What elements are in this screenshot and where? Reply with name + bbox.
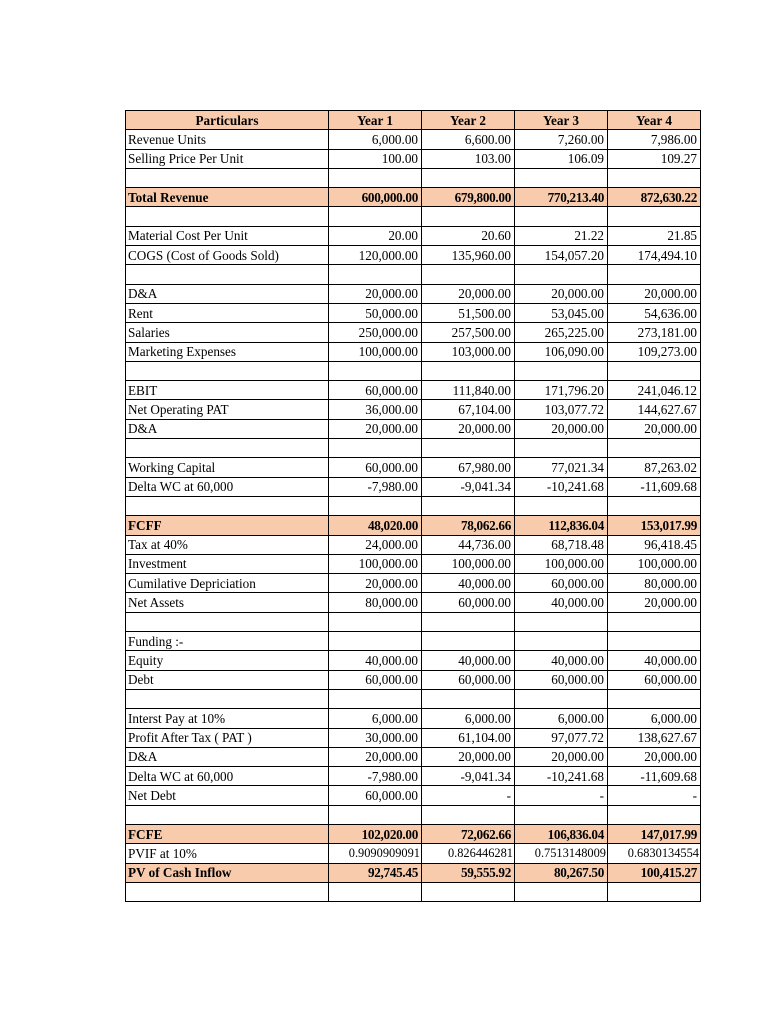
header-year-4: Year 4	[608, 111, 701, 130]
cell-year-3: 106,836.04	[515, 824, 608, 843]
cell-year-2	[422, 361, 515, 380]
cell-year-2: 61,104.00	[422, 728, 515, 747]
row-label	[126, 805, 329, 824]
cell-year-3: 103,077.72	[515, 400, 608, 419]
row-label: Net Assets	[126, 593, 329, 612]
cell-year-2: 6,600.00	[422, 130, 515, 149]
cell-year-3: 106.09	[515, 149, 608, 168]
cell-year-4	[608, 612, 701, 631]
table-row	[126, 207, 701, 226]
cell-year-2: 100,000.00	[422, 554, 515, 573]
cell-year-4: 20,000.00	[608, 747, 701, 766]
table-row	[126, 400, 701, 419]
cell-year-4	[608, 496, 701, 515]
cell-year-3: 77,021.34	[515, 458, 608, 477]
cell-year-4: 109.27	[608, 149, 701, 168]
cell-year-1	[329, 689, 422, 708]
cell-year-3: 40,000.00	[515, 651, 608, 670]
cell-year-4: 80,000.00	[608, 574, 701, 593]
row-label: Working Capital	[126, 458, 329, 477]
row-label: Funding :-	[126, 632, 329, 651]
cell-year-1: 6,000.00	[329, 709, 422, 728]
table-row	[126, 612, 701, 631]
cell-year-4: 241,046.12	[608, 381, 701, 400]
cell-year-4: 872,630.22	[608, 188, 701, 207]
cell-year-4	[608, 632, 701, 651]
cell-year-1	[329, 496, 422, 515]
cell-year-2: 0.826446281	[422, 844, 515, 863]
row-label	[126, 689, 329, 708]
table-row	[126, 632, 701, 651]
cell-year-1: 60,000.00	[329, 458, 422, 477]
cell-year-3: 106,090.00	[515, 342, 608, 361]
cell-year-2	[422, 168, 515, 187]
cell-year-2: 67,980.00	[422, 458, 515, 477]
financial-table	[125, 110, 701, 902]
cell-year-1: 100,000.00	[329, 342, 422, 361]
cell-year-2: 78,062.66	[422, 516, 515, 535]
cell-year-4: 6,000.00	[608, 709, 701, 728]
cell-year-3: 53,045.00	[515, 303, 608, 322]
cell-year-1: 30,000.00	[329, 728, 422, 747]
row-label	[126, 265, 329, 284]
cell-year-1	[329, 361, 422, 380]
row-label: Rent	[126, 303, 329, 322]
cell-year-2: 44,736.00	[422, 535, 515, 554]
table-header-row	[126, 111, 701, 130]
row-label	[126, 361, 329, 380]
cell-year-1: 250,000.00	[329, 323, 422, 342]
cell-year-3: 6,000.00	[515, 709, 608, 728]
table-row	[126, 786, 701, 805]
cell-year-4	[608, 805, 701, 824]
table-row	[126, 458, 701, 477]
header-year-2: Year 2	[422, 111, 515, 130]
header-year-3: Year 3	[515, 111, 608, 130]
cell-year-2: 679,800.00	[422, 188, 515, 207]
cell-year-1: 20,000.00	[329, 747, 422, 766]
cell-year-1: 92,745.45	[329, 863, 422, 882]
cell-year-4	[608, 168, 701, 187]
table-row	[126, 824, 701, 843]
cell-year-4	[608, 689, 701, 708]
table-row	[126, 882, 701, 901]
cell-year-2: 6,000.00	[422, 709, 515, 728]
cell-year-2	[422, 632, 515, 651]
cell-year-3: 60,000.00	[515, 670, 608, 689]
cell-year-3	[515, 612, 608, 631]
cell-year-2	[422, 612, 515, 631]
cell-year-1: -7,980.00	[329, 477, 422, 496]
cell-year-4: 96,418.45	[608, 535, 701, 554]
cell-year-4: 7,986.00	[608, 130, 701, 149]
cell-year-1: 80,000.00	[329, 593, 422, 612]
table-row	[126, 439, 701, 458]
cell-year-4: 138,627.67	[608, 728, 701, 747]
row-label	[126, 439, 329, 458]
table-row	[126, 226, 701, 245]
cell-year-3: -10,241.68	[515, 767, 608, 786]
cell-year-4: 273,181.00	[608, 323, 701, 342]
table-row	[126, 767, 701, 786]
cell-year-2: 20,000.00	[422, 747, 515, 766]
cell-year-1: 60,000.00	[329, 670, 422, 689]
row-label: Interst Pay at 10%	[126, 709, 329, 728]
cell-year-3: 265,225.00	[515, 323, 608, 342]
cell-year-4	[608, 207, 701, 226]
cell-year-3	[515, 439, 608, 458]
cell-year-4: 60,000.00	[608, 670, 701, 689]
cell-year-3: 100,000.00	[515, 554, 608, 573]
row-label: Cumilative Depriciation	[126, 574, 329, 593]
table-row	[126, 670, 701, 689]
cell-year-2: 111,840.00	[422, 381, 515, 400]
row-label: Salaries	[126, 323, 329, 342]
cell-year-3: 21.22	[515, 226, 608, 245]
cell-year-3: 60,000.00	[515, 574, 608, 593]
cell-year-3	[515, 805, 608, 824]
cell-year-1	[329, 439, 422, 458]
cell-year-4: 40,000.00	[608, 651, 701, 670]
row-label: Revenue Units	[126, 130, 329, 149]
cell-year-3	[515, 361, 608, 380]
table-row	[126, 496, 701, 515]
cell-year-4	[608, 439, 701, 458]
table-row	[126, 689, 701, 708]
cell-year-2: 20.60	[422, 226, 515, 245]
row-label: COGS (Cost of Goods Sold)	[126, 246, 329, 265]
cell-year-1: 102,020.00	[329, 824, 422, 843]
cell-year-4: 147,017.99	[608, 824, 701, 843]
header-particulars: Particulars	[126, 111, 329, 130]
cell-year-1	[329, 168, 422, 187]
cell-year-3: 97,077.72	[515, 728, 608, 747]
cell-year-1	[329, 632, 422, 651]
cell-year-3: 80,267.50	[515, 863, 608, 882]
cell-year-2: 72,062.66	[422, 824, 515, 843]
table-row	[126, 284, 701, 303]
cell-year-2: 103.00	[422, 149, 515, 168]
cell-year-2	[422, 207, 515, 226]
cell-year-2: 20,000.00	[422, 419, 515, 438]
cell-year-3	[515, 207, 608, 226]
cell-year-2: 59,555.92	[422, 863, 515, 882]
cell-year-1	[329, 612, 422, 631]
row-label: Marketing Expenses	[126, 342, 329, 361]
table-body	[126, 130, 701, 902]
cell-year-2: 67,104.00	[422, 400, 515, 419]
row-label: PV of Cash Inflow	[126, 863, 329, 882]
table-row	[126, 188, 701, 207]
cell-year-4: -11,609.68	[608, 767, 701, 786]
row-label: D&A	[126, 747, 329, 766]
table-row	[126, 593, 701, 612]
table-row	[126, 709, 701, 728]
table-row	[126, 168, 701, 187]
cell-year-3	[515, 265, 608, 284]
cell-year-3	[515, 632, 608, 651]
table-row	[126, 728, 701, 747]
cell-year-3	[515, 689, 608, 708]
cell-year-3	[515, 168, 608, 187]
table-row	[126, 323, 701, 342]
cell-year-3: 20,000.00	[515, 747, 608, 766]
cell-year-2	[422, 805, 515, 824]
cell-year-1	[329, 882, 422, 901]
cell-year-2: 40,000.00	[422, 651, 515, 670]
row-label: Selling Price Per Unit	[126, 149, 329, 168]
cell-year-3: 40,000.00	[515, 593, 608, 612]
cell-year-1: 24,000.00	[329, 535, 422, 554]
cell-year-1: 100,000.00	[329, 554, 422, 573]
cell-year-3	[515, 882, 608, 901]
cell-year-4: 0.6830134554	[608, 844, 701, 863]
table-row	[126, 651, 701, 670]
cell-year-2	[422, 265, 515, 284]
table-row	[126, 805, 701, 824]
cell-year-2: 40,000.00	[422, 574, 515, 593]
cell-year-4: 109,273.00	[608, 342, 701, 361]
row-label: PVIF at 10%	[126, 844, 329, 863]
cell-year-1	[329, 265, 422, 284]
row-label: Net Operating PAT	[126, 400, 329, 419]
row-label: Total Revenue	[126, 188, 329, 207]
row-label	[126, 882, 329, 901]
row-label: Delta WC at 60,000	[126, 477, 329, 496]
table-row	[126, 516, 701, 535]
cell-year-1: 60,000.00	[329, 786, 422, 805]
cell-year-3: 171,796.20	[515, 381, 608, 400]
cell-year-3: 154,057.20	[515, 246, 608, 265]
cell-year-1	[329, 805, 422, 824]
table-row	[126, 303, 701, 322]
table-row	[126, 265, 701, 284]
cell-year-3: 68,718.48	[515, 535, 608, 554]
cell-year-1: 20,000.00	[329, 284, 422, 303]
cell-year-1: 40,000.00	[329, 651, 422, 670]
row-label: Net Debt	[126, 786, 329, 805]
table-row	[126, 844, 701, 863]
cell-year-2: 135,960.00	[422, 246, 515, 265]
cell-year-4: 100,415.27	[608, 863, 701, 882]
cell-year-4: 20,000.00	[608, 419, 701, 438]
row-label: D&A	[126, 284, 329, 303]
cell-year-2: -9,041.34	[422, 767, 515, 786]
row-label: EBIT	[126, 381, 329, 400]
cell-year-2: 60,000.00	[422, 670, 515, 689]
cell-year-4: 20,000.00	[608, 593, 701, 612]
cell-year-2	[422, 439, 515, 458]
cell-year-3: 7,260.00	[515, 130, 608, 149]
table-row	[126, 863, 701, 882]
cell-year-1: 20,000.00	[329, 574, 422, 593]
row-label: Equity	[126, 651, 329, 670]
table-row	[126, 574, 701, 593]
cell-year-3: 20,000.00	[515, 419, 608, 438]
cell-year-2	[422, 496, 515, 515]
cell-year-3: -	[515, 786, 608, 805]
cell-year-4: 54,636.00	[608, 303, 701, 322]
table-row	[126, 747, 701, 766]
table-row	[126, 246, 701, 265]
cell-year-4: -11,609.68	[608, 477, 701, 496]
cell-year-1: 6,000.00	[329, 130, 422, 149]
cell-year-1: 0.9090909091	[329, 844, 422, 863]
cell-year-3	[515, 496, 608, 515]
cell-year-1: 600,000.00	[329, 188, 422, 207]
cell-year-2: -	[422, 786, 515, 805]
table-row	[126, 130, 701, 149]
cell-year-1: 20.00	[329, 226, 422, 245]
row-label	[126, 496, 329, 515]
cell-year-4: 144,627.67	[608, 400, 701, 419]
cell-year-3: 0.7513148009	[515, 844, 608, 863]
table-row	[126, 342, 701, 361]
cell-year-2: 60,000.00	[422, 593, 515, 612]
cell-year-2: 257,500.00	[422, 323, 515, 342]
cell-year-4: 87,263.02	[608, 458, 701, 477]
cell-year-1: -7,980.00	[329, 767, 422, 786]
table-row	[126, 477, 701, 496]
cell-year-3: 20,000.00	[515, 284, 608, 303]
header-year-1: Year 1	[329, 111, 422, 130]
cell-year-4: 21.85	[608, 226, 701, 245]
table-row	[126, 419, 701, 438]
cell-year-1: 48,020.00	[329, 516, 422, 535]
cell-year-1: 100.00	[329, 149, 422, 168]
cell-year-2: 20,000.00	[422, 284, 515, 303]
cell-year-1: 50,000.00	[329, 303, 422, 322]
cell-year-3: -10,241.68	[515, 477, 608, 496]
row-label: Debt	[126, 670, 329, 689]
cell-year-2	[422, 689, 515, 708]
cell-year-2: 51,500.00	[422, 303, 515, 322]
row-label: D&A	[126, 419, 329, 438]
row-label: Tax at 40%	[126, 535, 329, 554]
cell-year-4: 174,494.10	[608, 246, 701, 265]
row-label: Profit After Tax ( PAT )	[126, 728, 329, 747]
cell-year-4	[608, 361, 701, 380]
cell-year-1	[329, 207, 422, 226]
row-label: Investment	[126, 554, 329, 573]
table-row	[126, 535, 701, 554]
cell-year-4: -	[608, 786, 701, 805]
row-label: Delta WC at 60,000	[126, 767, 329, 786]
cell-year-1: 20,000.00	[329, 419, 422, 438]
row-label: FCFE	[126, 824, 329, 843]
row-label	[126, 168, 329, 187]
cell-year-3: 112,836.04	[515, 516, 608, 535]
cell-year-2: 103,000.00	[422, 342, 515, 361]
cell-year-2	[422, 882, 515, 901]
cell-year-3: 770,213.40	[515, 188, 608, 207]
row-label	[126, 207, 329, 226]
row-label	[126, 612, 329, 631]
cell-year-4: 100,000.00	[608, 554, 701, 573]
row-label: Material Cost Per Unit	[126, 226, 329, 245]
cell-year-4: 20,000.00	[608, 284, 701, 303]
cell-year-1: 120,000.00	[329, 246, 422, 265]
cell-year-4	[608, 265, 701, 284]
table-row	[126, 554, 701, 573]
cell-year-4: 153,017.99	[608, 516, 701, 535]
table-row	[126, 361, 701, 380]
cell-year-1: 60,000.00	[329, 381, 422, 400]
table-row	[126, 381, 701, 400]
row-label: FCFF	[126, 516, 329, 535]
cell-year-4	[608, 882, 701, 901]
cell-year-2: -9,041.34	[422, 477, 515, 496]
table-row	[126, 149, 701, 168]
cell-year-1: 36,000.00	[329, 400, 422, 419]
